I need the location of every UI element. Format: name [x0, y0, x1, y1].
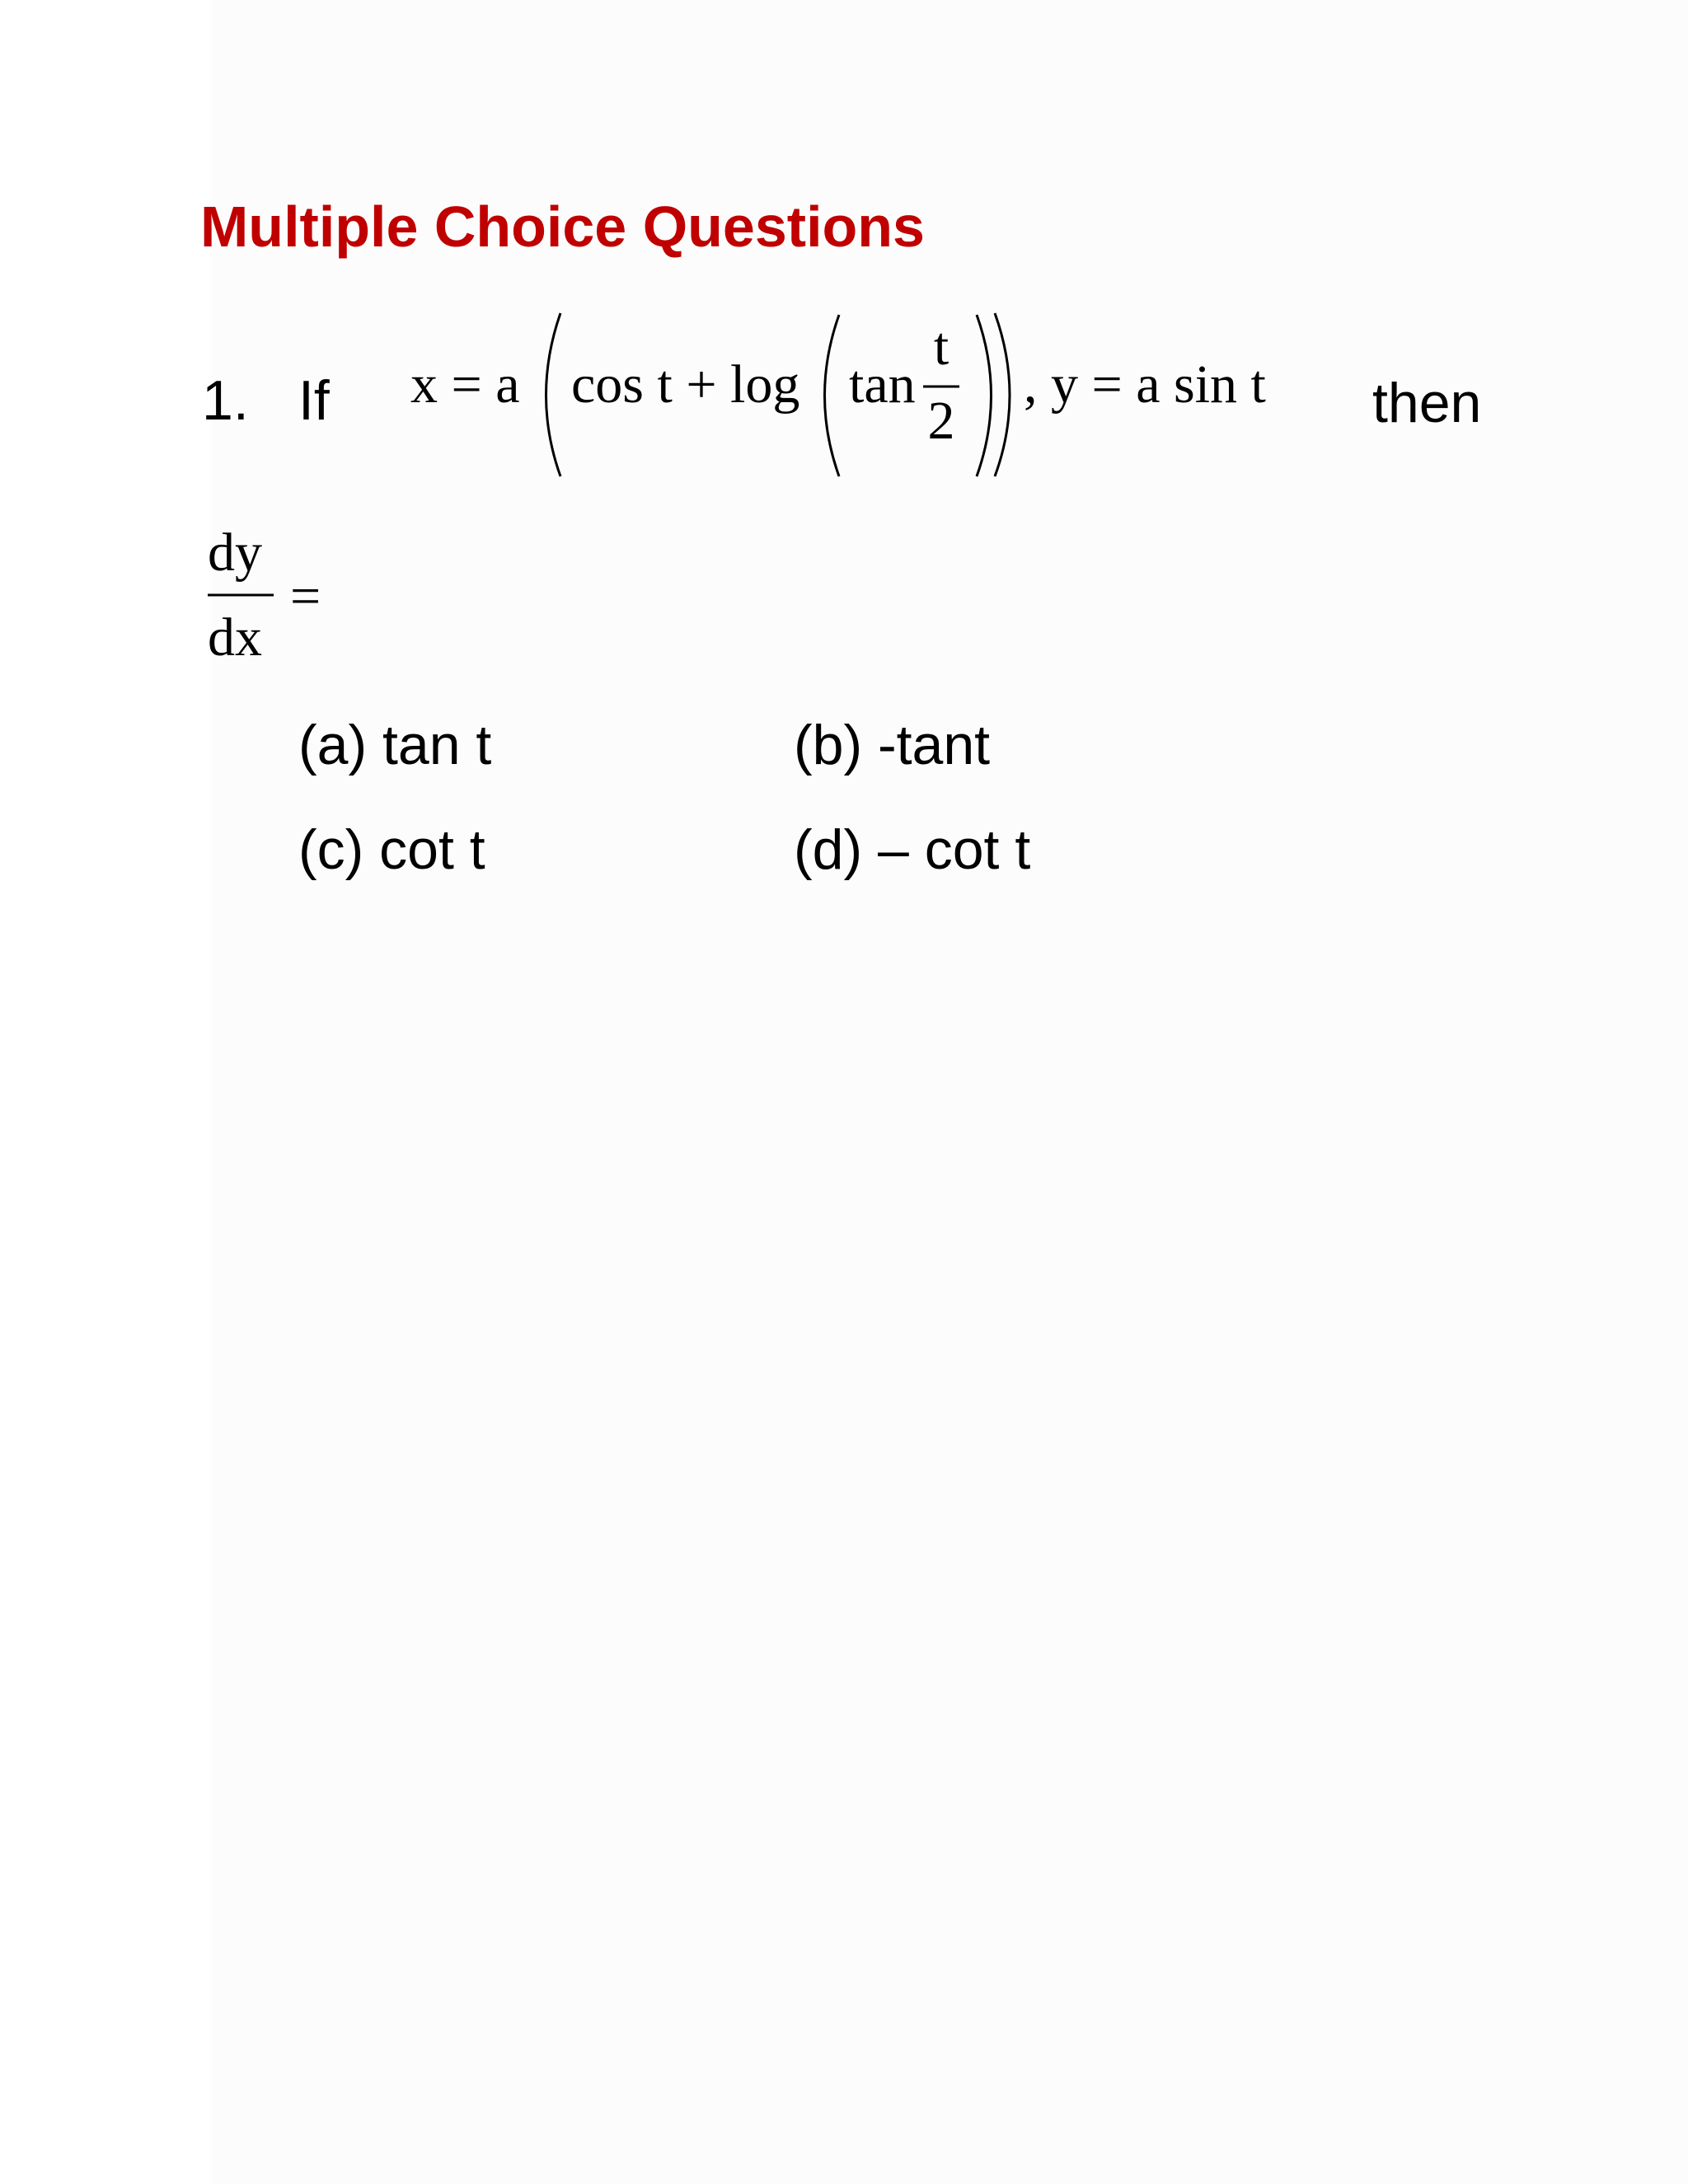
question-then-word: then — [1372, 372, 1482, 434]
derivative-numerator: dy — [208, 523, 262, 583]
fraction-denominator: 2 — [927, 391, 955, 451]
formula-tan: tan — [849, 354, 916, 415]
section-heading: Multiple Choice Questions — [200, 194, 925, 259]
question-number: 1. — [202, 369, 249, 432]
formula-x-lhs: x = a — [410, 354, 520, 415]
parametric-formula — [396, 297, 1319, 494]
option-b[interactable]: (b) -tant — [794, 714, 991, 776]
option-c[interactable]: (c) cot t — [298, 818, 485, 881]
inner-left-paren — [825, 315, 840, 476]
derivative-equals: = — [290, 566, 321, 626]
inner-right-paren — [977, 315, 992, 476]
option-d[interactable]: (d) – cot t — [794, 818, 1031, 881]
formula-cos-log: cos t + log — [571, 354, 800, 415]
option-a[interactable]: (a) tan t — [298, 714, 492, 776]
formula-y-part: , y = a sin t — [1024, 354, 1266, 415]
outer-left-paren — [546, 313, 561, 476]
fraction-numerator: t — [933, 316, 950, 377]
outer-right-paren — [995, 313, 1010, 476]
derivative-expression — [198, 519, 346, 676]
derivative-denominator: dx — [208, 607, 262, 668]
question-if-word: If — [298, 369, 330, 432]
